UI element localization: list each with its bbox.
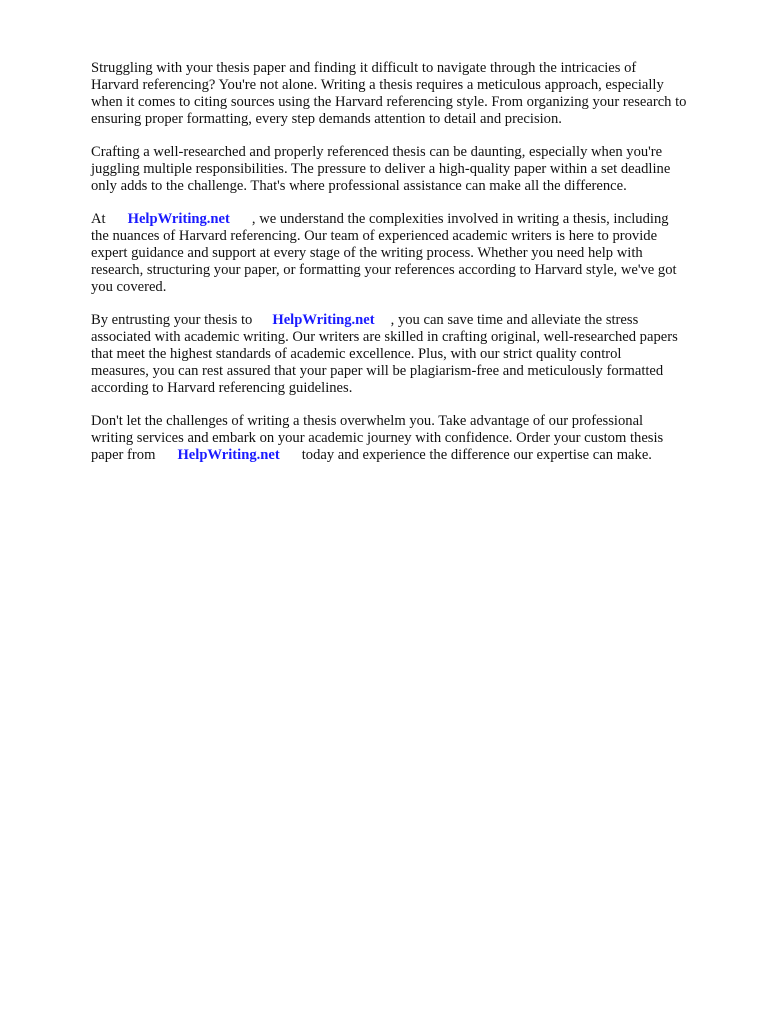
text-fragment: By entrusting your thesis to: [91, 312, 253, 328]
document-page: [91, 60, 731, 480]
paragraph-benefits: [91, 312, 731, 397]
text-fragment: At: [91, 211, 106, 227]
helpwriting-link[interactable]: HelpWriting.net: [177, 447, 280, 463]
text-line: Don't let the challenges of writing a thesis overwhelm you. Take advantage of our professional: [91, 413, 644, 429]
text-line: measures, you can rest assured that your paper will be plagiarism-free and meticulously formatted: [91, 363, 664, 379]
text-line: [91, 211, 731, 228]
text-fragment: , you can save time and alleviate the stress: [390, 312, 639, 328]
helpwriting-link[interactable]: HelpWriting.net: [272, 312, 375, 328]
text-line: associated with academic writing. Our writers are skilled in crafting original, well-researched papers: [91, 329, 678, 345]
text-fragment: paper from: [91, 447, 156, 463]
paragraph-intro: [91, 60, 731, 128]
text-line: Struggling with your thesis paper and finding it difficult to navigate through the intricacies of: [91, 60, 637, 76]
text-line: juggling multiple responsibilities. The pressure to deliver a high-quality paper within a set deadline: [91, 161, 671, 177]
text-line: [91, 312, 731, 329]
text-line: expert guidance and support at every stage of the writing process. Whether you need help with: [91, 245, 643, 261]
text-line: [91, 447, 731, 464]
text-line: Harvard referencing? You're not alone. Writing a thesis requires a meticulous approach, especially: [91, 77, 664, 93]
text-line: research, structuring your paper, or formatting your references according to Harvard style, we've got: [91, 262, 677, 278]
paragraph-challenge: [91, 144, 731, 195]
text-line: according to Harvard referencing guidelines.: [91, 380, 353, 396]
paragraph-call-to-action: [91, 413, 731, 464]
text-line: that meet the highest standards of academic excellence. Plus, with our strict quality control: [91, 346, 622, 362]
text-line: writing services and embark on your academic journey with confidence. Order your custom thesis: [91, 430, 664, 446]
text-fragment: , we understand the complexities involved in writing a thesis, including: [251, 211, 669, 227]
text-line: only adds to the challenge. That's where professional assistance can make all the difference.: [91, 178, 627, 194]
text-line: you covered.: [91, 279, 167, 295]
text-line: the nuances of Harvard referencing. Our team of experienced academic writers is here to provide: [91, 228, 658, 244]
text-fragment: today and experience the difference our expertise can make.: [301, 447, 652, 463]
text-line: ensuring proper formatting, every step demands attention to detail and precision.: [91, 111, 562, 127]
text-line: when it comes to citing sources using the Harvard referencing style. From organizing your research to: [91, 94, 687, 110]
helpwriting-link[interactable]: HelpWriting.net: [127, 211, 230, 227]
text-line: Crafting a well-researched and properly referenced thesis can be daunting, especially when you're: [91, 144, 663, 160]
paragraph-service: [91, 211, 731, 296]
